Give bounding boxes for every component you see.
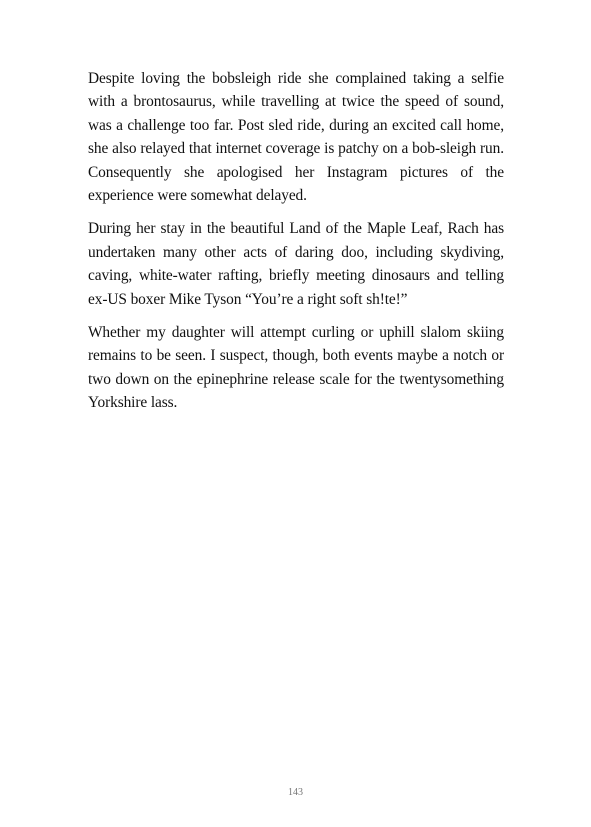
paragraph-bobsleigh: Despite loving the bobsleigh ride she complained taking a selfie with a brontosaurus, while travelling at twice the speed of sound, was a challenge too far. Post sled ride, during an excited call home, she also relayed that internet coverage is patchy on a bob-sleigh run. Consequently she apologised her Instagram pictures of the experience were somewhat delayed. bbox=[88, 70, 504, 205]
body-text bbox=[88, 67, 504, 425]
paragraph-curling: Whether my daughter will attempt curling or uphill slalom skiing remains to be seen. I suspect, though, both events maybe a notch or two down on the epinephrine release scale for the twentysomething Yorkshire lass. bbox=[88, 324, 504, 412]
page-number: 143 bbox=[288, 787, 303, 798]
paragraph-maple-leaf: During her stay in the beautiful Land of the Maple Leaf, Rach has undertaken many other acts of daring doo, including skydiving, caving, white-water rafting, briefly meeting dinosaurs and telling ex-US boxer Mike Tyson “You’re a right soft sh!te!” bbox=[88, 220, 504, 308]
